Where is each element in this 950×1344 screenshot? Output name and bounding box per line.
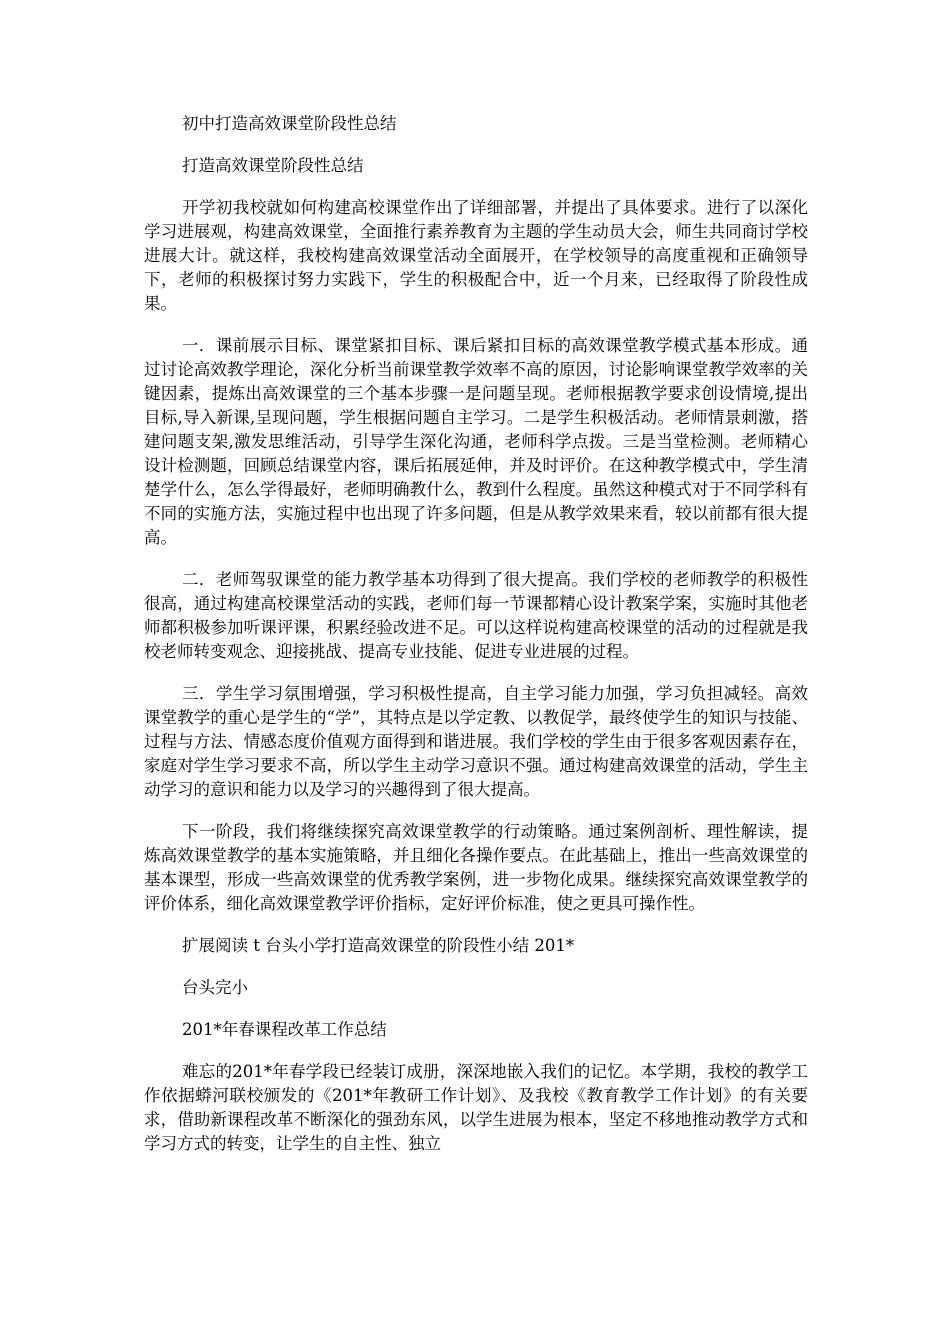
document-body (144, 112, 808, 1156)
paragraph-point-two: 二．老师驾驭课堂的能力教学基本功得到了很大提高。我们学校的老师教学的积极性很高，通过构建高校课堂活动的实践，老师们每一节课都精心设计教案学案，实施时其他老师都积极参加听课评课，积累经验改进不足。可以这样说构建高校课堂的活动的过程就是我校老师转变观念、迎接挑战、提高专业技能、促进专业进展的过程。 (144, 570, 808, 661)
school-name: 台头完小 (182, 978, 248, 997)
report-title: 201*年春课程改革工作总结 (182, 1020, 387, 1039)
paragraph-next-stage: 下一阶段，我们将继续探究高效课堂教学的行动策略。通过案例剖析、理性解读，提炼高效课堂教学的基本实施策略，并且细化各操作要点。在此基础上，推出一些高效课堂的基本课型，形成一些高效课堂的优秀教学案例，进一步物化成果。继续探究高效课堂教学的评价体系，细化高效课堂教学评价指标，定好评价标准，使之更具可操作性。 (144, 822, 808, 913)
extended-reading-title: 扩展阅读 t 台头小学打造高效课堂的阶段性小结 201* (182, 936, 575, 955)
paragraph-point-three: 三．学生学习氛围增强，学习积极性提高，自主学习能力加强，学习负担减轻。高效课堂教学的重心是学生的“学”，其特点是以学定教、以教促学，最终使学生的知识与技能、过程与方法、情感态度价值观方面得到和谐进展。我们学校的学生由于很多客观因素存在，家庭对学生学习要求不高，所以学生主动学习意识不强。通过构建高效课堂的活动，学生主动学习的意识和能力以及学习的兴趣得到了很大提高。 (144, 684, 808, 799)
document-subtitle: 打造高效课堂阶段性总结 (182, 156, 364, 175)
paragraph-closing: 难忘的201*年春学段已经装订成册，深深地嵌入我们的记忆。本学期，我校的教学工作依据蟒河联校颁发的《201*年教研工作计划》、及我校《教育教学工作计划》的有关要求，借助新课程改革不断深化的强劲东风，以学生进展为根本，坚定不移地推动教学方式和学习方式的转变，让学生的自主性、独立 (144, 1062, 808, 1153)
paragraph-point-one: 一．课前展示目标、课堂紧扣目标、课后紧扣目标的高效课堂教学模式基本形成。通过讨论高效教学理论，深化分析当前课堂教学效率不高的原因，讨论影响课堂教学效率的关键因素，提炼出高效课堂的三个基本步骤一是问题呈现。老师根据教学要求创设情境,提出目标,导入新课,呈现问题，学生根据问题自主学习。二是学生积极活动。老师情景刺激，搭建问题支架,激发思维活动，引导学生深化沟通，老师科学点拨。三是当堂检测。老师精心设计检测题，回顾总结课堂内容，课后拓展延伸，并及时评价。在这种教学模式中，学生清楚学什么，怎么学得最好，老师明确教什么，教到什么程度。虽然这种模式对于不同学科有不同的实施方法，实施过程中也出现了许多问题，但是从教学效果来看，较以前都有很大提高。 (144, 336, 808, 547)
paragraph-intro: 开学初我校就如何构建高校课堂作出了详细部署，并提出了具体要求。进行了以深化学习进展观，构建高效课堂，全面推行素养教育为主题的学生动员大会，师生共同商讨学校进展大计。就这样，我校构建高效课堂活动全面展开，在学校领导的高度重视和正确领导下，老师的积极探讨努力实践下，学生的积极配合中，近一个月来，已经取得了阶段性成果。 (144, 198, 808, 313)
document-title: 初中打造高效课堂阶段性总结 (182, 114, 397, 133)
